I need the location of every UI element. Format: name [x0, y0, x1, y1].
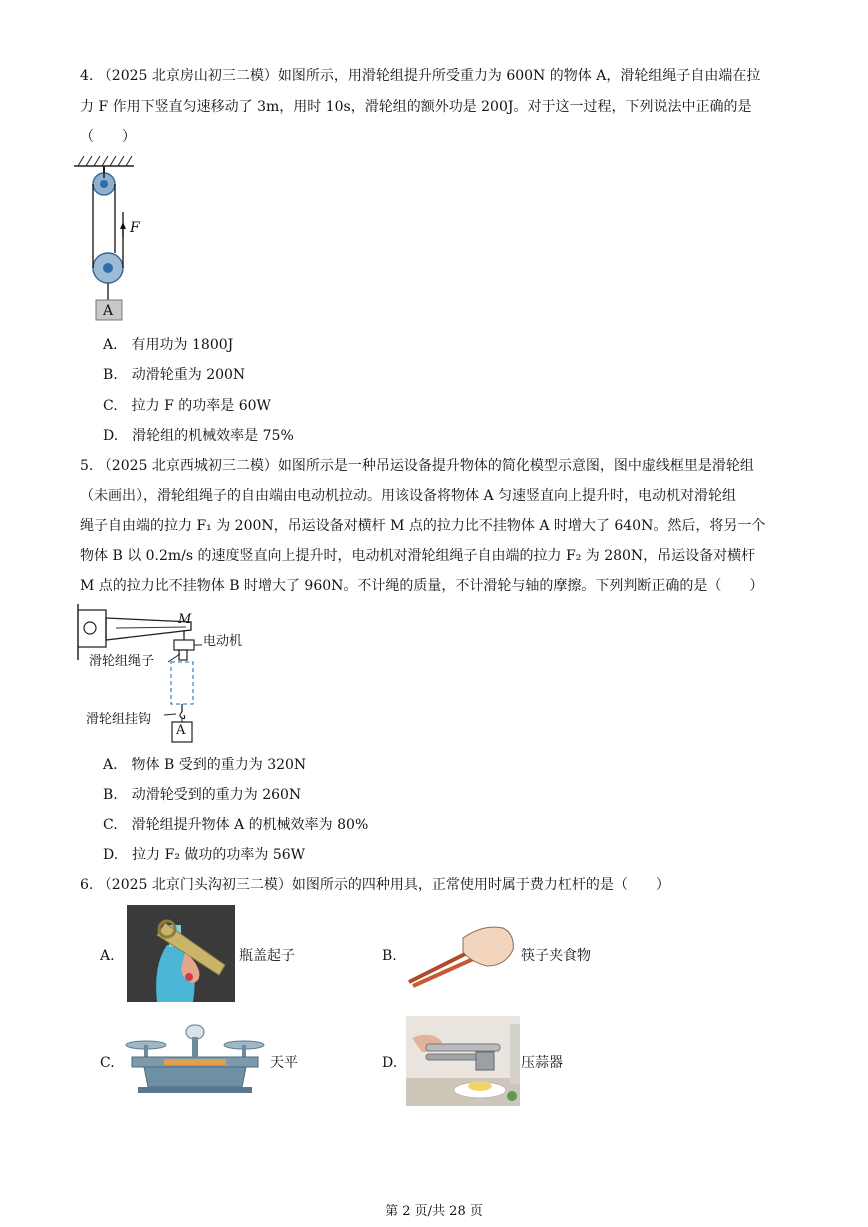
point-m-label: M — [178, 612, 192, 627]
bottle-opener-image — [127, 905, 235, 1002]
q5-option-c[interactable]: C. 滑轮组提升物体 A 的机械效率为 80% — [103, 817, 369, 833]
q6-choice-a-label[interactable]: 瓶盖起子 — [239, 948, 295, 964]
crane-block-a-label: A — [176, 723, 186, 738]
page-number-footer: 第 2 页/共 28 页 — [385, 1204, 483, 1219]
q4-stem-line-3: （ ） — [80, 129, 136, 145]
motor-label: 电动机 — [203, 634, 243, 649]
q5-stem-line-5: M 点的拉力比不挂物体 B 时增大了 960N。不计绳的质量，不计滑轮与轴的摩擦。下列判断正确的是（ ） — [80, 578, 764, 594]
q5-stem-line-1: 5. （2025 北京西城初三二模）如图所示是一种吊运设备提升物体的简化模型示意图，图中虚线框里是滑轮组 — [80, 458, 754, 474]
q4-option-b[interactable]: B. 动滑轮重为 200N — [103, 367, 246, 383]
force-f-label: F — [130, 220, 140, 236]
q4-stem-line-1: 4. （2025 北京房山初三二模）如图所示，用滑轮组提升所受重力为 600N 的物体 A，滑轮组绳子自由端在拉 — [80, 68, 761, 84]
q5-option-b[interactable]: B. 动滑轮受到的重力为 260N — [103, 787, 302, 803]
q6-choice-b-label[interactable]: 筷子夹食物 — [521, 948, 591, 964]
pulley-system-figure — [74, 152, 154, 327]
q6-choice-c-letter[interactable]: C. — [100, 1055, 115, 1071]
q6-choice-a-letter[interactable]: A. — [100, 948, 115, 964]
q6-choice-d-letter[interactable]: D. — [382, 1055, 398, 1071]
q6-stem: 6. （2025 北京门头沟初三二模）如图所示的四种用具，正常使用时属于费力杠杆的是（ ） — [80, 877, 670, 893]
garlic-press-image — [406, 1016, 520, 1106]
q5-option-a[interactable]: A. 物体 B 受到的重力为 320N — [103, 757, 307, 773]
q6-choice-b-letter[interactable]: B. — [382, 948, 397, 964]
q6-choice-d-label[interactable]: 压蒜器 — [521, 1055, 563, 1071]
chopsticks-image — [405, 920, 517, 988]
q5-stem-line-3: 绳子自由端的拉力 F₁ 为 200N，吊运设备对横杆 M 点的拉力比不挂物体 A 时增大了 640N。然后，将另一个 — [80, 518, 766, 534]
q5-stem-line-2: （未画出），滑轮组绳子的自由端由电动机拉动。用该设备将物体 A 匀速竖直向上提升时，电动机对滑轮组 — [80, 488, 737, 504]
q4-option-a[interactable]: A. 有用功为 1800J — [103, 337, 234, 353]
q5-stem-line-4: 物体 B 以 0.2m/s 的速度竖直向上提升时，电动机对滑轮组绳子自由端的拉力 F₂ 为 280N，吊运设备对横杆 — [80, 548, 756, 564]
rope-label: 滑轮组绳子 — [89, 654, 155, 669]
block-a-label: A — [103, 303, 114, 319]
hook-label: 滑轮组挂钩 — [86, 712, 152, 727]
q6-choice-c-label[interactable]: 天平 — [270, 1055, 298, 1071]
q4-option-c[interactable]: C. 拉力 F 的功率是 60W — [103, 398, 271, 414]
q4-stem-line-2: 力 F 作用下竖直匀速移动了 3m，用时 10s，滑轮组的额外功是 200J。对于这一过程，下列说法中正确的是 — [80, 99, 752, 115]
balance-scale-image — [124, 1023, 266, 1095]
q5-option-d[interactable]: D. 拉力 F₂ 做功的功率为 56W — [103, 847, 306, 863]
q4-option-d[interactable]: D. 滑轮组的机械效率是 75% — [103, 428, 294, 444]
